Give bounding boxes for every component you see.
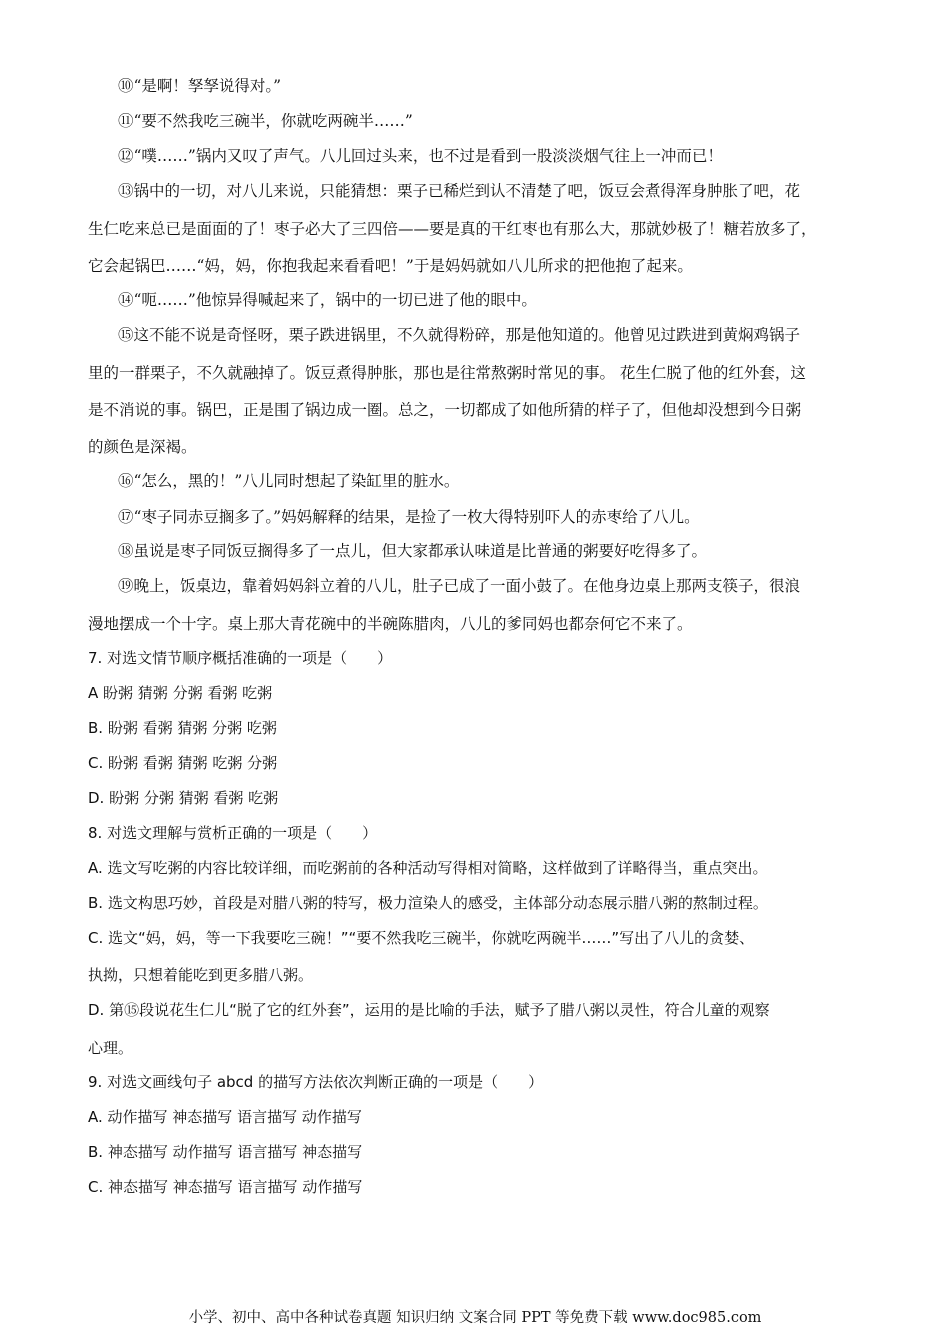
question-9-option: C. 神态描写 神态描写 语言描写 动作描写 bbox=[88, 1178, 363, 1196]
question-7-stem: 7. 对选文情节顺序概括准确的一项是（ ） bbox=[88, 649, 393, 667]
paragraph-15-line: 是不消说的事。锅巴，正是围了锅边成一圈。总之，一切都成了如他所猜的样子了，但他却没想到今日粥 bbox=[88, 401, 802, 419]
paragraph-18: ⑱虽说是枣子同饭豆搁得多了一点儿，但大家都承认味道是比普通的粥要好吃得多了。 bbox=[118, 542, 708, 560]
question-8-line: A. 选文写吃粥的内容比较详细，而吃粥前的各种活动写得相对简略，这样做到了详略得当，重点突出。 bbox=[88, 859, 768, 877]
paragraph-16: ⑯“怎么，黑的！”八儿同时想起了染缸里的脏水。 bbox=[118, 472, 460, 490]
question-7-option: D. 盼粥 分粥 猜粥 看粥 吃粥 bbox=[88, 789, 279, 807]
paragraph-13-line: 它会起锅巴……“妈，妈，你抱我起来看看吧！”于是妈妈就如八儿所求的把他抱了起来。 bbox=[88, 257, 693, 275]
question-7-option: C. 盼粥 看粥 猜粥 吃粥 分粥 bbox=[88, 754, 278, 772]
paragraph-15-line: 的颜色是深褐。 bbox=[88, 438, 197, 456]
question-8-line: 执拗，只想着能吃到更多腊八粥。 bbox=[88, 966, 314, 984]
question-9-stem: 9. 对选文画线句子 abcd 的描写方法依次判断正确的一项是（ ） bbox=[88, 1073, 544, 1091]
page-footer: 小学、初中、高中各种试卷真题 知识归纳 文案合同 PPT 等免费下载 www.doc985.com bbox=[188, 1310, 762, 1326]
paragraph-13-line: ⑬锅中的一切，对八儿来说，只能猜想：栗子已稀烂到认不清楚了吧，饭豆会煮得浑身肿胀了吧，花 bbox=[118, 182, 801, 200]
question-9-option: A. 动作描写 神态描写 语言描写 动作描写 bbox=[88, 1108, 362, 1126]
paragraph-13-line: 生仁吃来总已是面面的了！枣子必大了三四倍——要是真的干红枣也有那么大，那就妙极了！糖若放多了， bbox=[88, 220, 817, 238]
paragraph-19-line: ⑲晚上，饭桌边，靠着妈妈斜立着的八儿，肚子已成了一面小鼓了。在他身边桌上那两支筷子，很浪 bbox=[118, 577, 801, 595]
question-8-stem: 8. 对选文理解与赏析正确的一项是（ ） bbox=[88, 824, 378, 842]
paragraph-14: ⑭“呃……”他惊异得喊起来了，锅中的一切已进了他的眼中。 bbox=[118, 291, 537, 309]
question-8-line: D. 第⑮段说花生仁儿“脱了它的红外套”，运用的是比喻的手法，赋予了腊八粥以灵性，符合儿童的观察 bbox=[88, 1001, 770, 1019]
question-7-option: A 盼粥 猜粥 分粥 看粥 吃粥 bbox=[88, 684, 273, 702]
question-9-option: B. 神态描写 动作描写 语言描写 神态描写 bbox=[88, 1143, 363, 1161]
question-8-line: B. 选文构思巧妙，首段是对腊八粥的特写，极力渲染人的感受，主体部分动态展示腊八粥的熬制过程。 bbox=[88, 894, 768, 912]
paragraph-12: ⑫“噗……”锅内又叹了声气。八儿回过头来，也不过是看到一股淡淡烟气往上一冲而已！ bbox=[118, 147, 723, 165]
question-7-option: B. 盼粥 看粥 猜粥 分粥 吃粥 bbox=[88, 719, 277, 737]
paragraph-15-line: ⑮这不能不说是奇怪呀，栗子跌进锅里，不久就得粉碎，那是他知道的。他曾见过跌进到黄焖鸡锅子 bbox=[118, 326, 801, 344]
paragraph-19-line: 漫地摆成一个十字。桌上那大青花碗中的半碗陈腊肉，八儿的爹同妈也都奈何它不来了。 bbox=[88, 615, 693, 633]
paragraph-15-line: 里的一群栗子，不久就融掉了。饭豆煮得肿胀，那也是往常熬粥时常见的事。 花生仁脱了他的红外套，这 bbox=[88, 364, 806, 382]
paragraph-10: ⑩“是啊！孥孥说得对。” bbox=[118, 77, 282, 95]
paragraph-11: ⑪“要不然我吃三碗半，你就吃两碗半……” bbox=[118, 112, 413, 130]
paragraph-17: ⑰“枣子同赤豆搁多了。”妈妈解释的结果，是捡了一枚大得特别吓人的赤枣给了八儿。 bbox=[118, 508, 700, 526]
question-8-line: 心理。 bbox=[88, 1039, 134, 1057]
question-8-line: C. 选文“妈，妈，等一下我要吃三碗！”“要不然我吃三碗半，你就吃两碗半……”写出了八儿的贪婪、 bbox=[88, 929, 755, 947]
